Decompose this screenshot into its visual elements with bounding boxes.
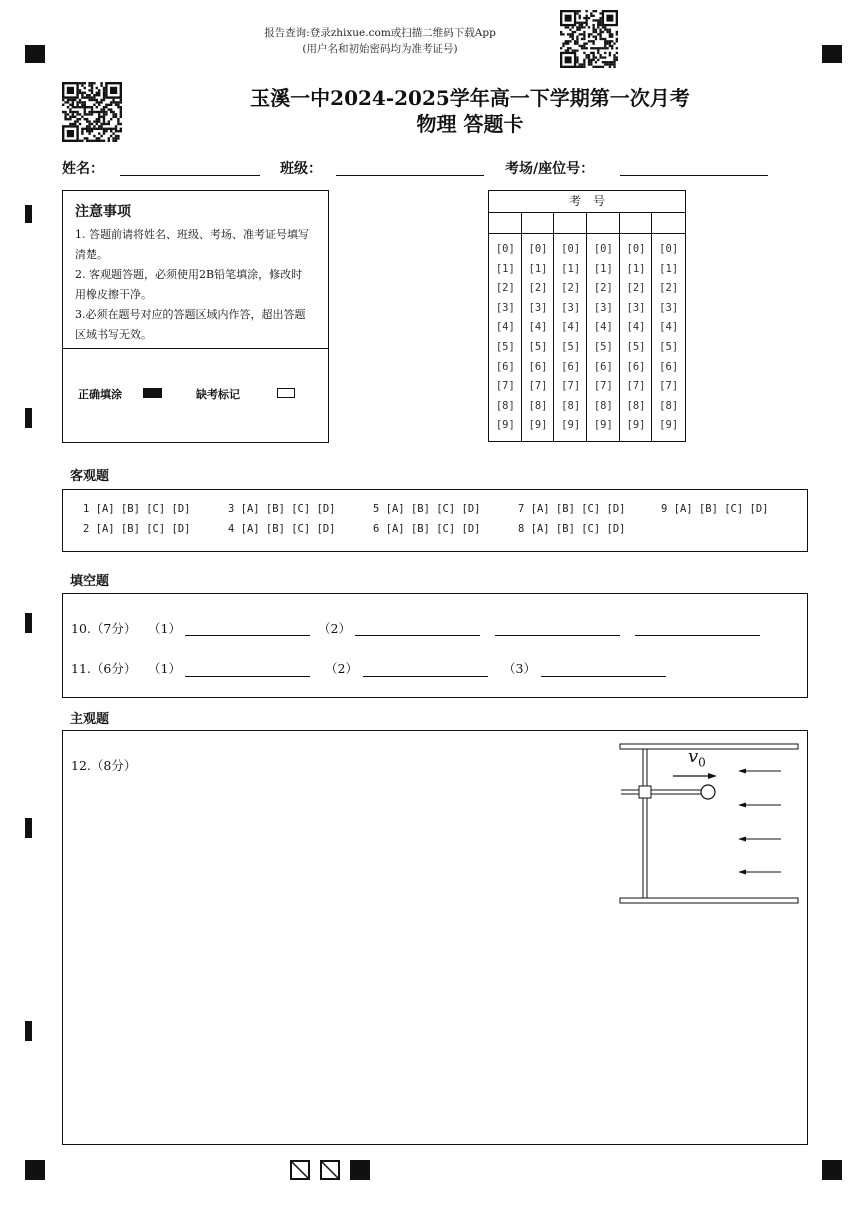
exam-number-bubble[interactable]: [0] xyxy=(495,243,515,255)
q11-part3-answer[interactable] xyxy=(541,676,666,677)
choice-question-1[interactable]: 1 [A] [B] [C] [D] xyxy=(83,503,191,515)
corner-mark-top-left xyxy=(25,45,45,63)
q11-part1-label: （1） xyxy=(148,661,181,676)
absent-checkbox[interactable] xyxy=(277,388,295,398)
exam-number-write-cell[interactable] xyxy=(652,212,685,234)
exam-number-bubble[interactable]: [4] xyxy=(495,321,515,334)
q10-part1-label: （1） xyxy=(148,621,181,636)
choice-question-3[interactable]: 3 [A] [B] [C] [D] xyxy=(228,503,336,515)
exam-number-bubble[interactable]: [0] xyxy=(561,243,581,255)
exam-number-grid xyxy=(488,190,686,442)
exam-number-bubble[interactable]: [1] xyxy=(593,262,613,275)
exam-number-bubble[interactable]: [5] xyxy=(626,341,646,353)
fill-blank-heading: 填空题 xyxy=(70,574,110,589)
exam-number-bubble[interactable]: [2] xyxy=(528,282,548,295)
exam-number-bubble[interactable]: [9] xyxy=(495,419,515,432)
q11-label: 11.（6分） xyxy=(71,661,137,676)
timing-mark xyxy=(25,613,32,633)
exam-number-bubble[interactable]: [6] xyxy=(561,360,581,373)
exam-number-bubble[interactable]: [8] xyxy=(626,399,646,412)
exam-number-bubble[interactable]: [4] xyxy=(626,321,646,334)
exam-number-bubble[interactable]: [7] xyxy=(626,380,646,393)
notice-divider xyxy=(63,348,328,349)
exam-number-bubble[interactable]: [3] xyxy=(593,301,613,314)
exam-number-bubble[interactable]: [8] xyxy=(561,399,581,412)
exam-number-bubble[interactable]: [2] xyxy=(593,282,613,295)
exam-number-bubble[interactable]: [5] xyxy=(528,341,548,353)
choice-question-5[interactable]: 5 [A] [B] [C] [D] xyxy=(373,503,481,515)
notice-item: 1. 答题前请将姓名、班级、考场、准考证号填写清楚。 xyxy=(75,228,309,261)
exam-number-column xyxy=(554,212,587,441)
correct-fill-label: 正确填涂 xyxy=(78,388,122,401)
bottom-mark-crossed-1 xyxy=(290,1160,310,1180)
exam-number-bubble[interactable]: [6] xyxy=(626,360,646,373)
name-field[interactable] xyxy=(120,175,260,176)
exam-number-bubble[interactable]: [4] xyxy=(528,321,548,334)
exam-number-bubble[interactable]: [7] xyxy=(561,380,581,393)
q12-figure xyxy=(618,741,803,909)
seat-label: 考场/座位号： xyxy=(505,161,595,177)
report-query-note xyxy=(200,25,560,57)
exam-number-bubble[interactable]: [6] xyxy=(659,360,679,373)
exam-number-column xyxy=(522,212,555,441)
class-field[interactable] xyxy=(336,175,484,176)
exam-number-bubble[interactable]: [0] xyxy=(528,243,548,255)
choice-question-9[interactable]: 9 [A] [B] [C] [D] xyxy=(661,503,769,515)
page-title: 玉溪一中2024-2025学年高一下学期第一次月考 xyxy=(250,86,690,110)
q10-part2-answer-c[interactable] xyxy=(635,635,760,636)
exam-number-write-cell[interactable] xyxy=(522,212,554,234)
exam-number-column xyxy=(652,212,685,441)
exam-number-column xyxy=(489,212,522,441)
exam-number-write-cell[interactable] xyxy=(620,212,652,234)
exam-number-bubble[interactable]: [2] xyxy=(626,282,646,295)
exam-number-bubble[interactable]: [0] xyxy=(593,243,613,255)
exam-number-write-cell[interactable] xyxy=(489,212,521,234)
exam-number-bubble[interactable]: [9] xyxy=(528,419,548,432)
qr-code-top[interactable] xyxy=(560,10,618,68)
q10-part1-answer[interactable] xyxy=(185,635,310,636)
objective-box xyxy=(62,489,808,552)
exam-number-bubble[interactable]: [2] xyxy=(659,282,679,295)
seat-field[interactable] xyxy=(620,175,768,176)
exam-number-bubble[interactable]: [5] xyxy=(593,341,613,353)
exam-number-bubble[interactable]: [5] xyxy=(659,341,679,353)
subjective-answer-area[interactable] xyxy=(62,730,808,1145)
q10-label: 10.（7分） xyxy=(71,621,137,636)
exam-number-bubble[interactable]: [6] xyxy=(528,360,548,373)
corner-mark-bottom-right xyxy=(822,1160,842,1180)
exam-number-bubble[interactable]: [9] xyxy=(659,419,679,432)
q10-part2-answer-b[interactable] xyxy=(495,635,620,636)
exam-number-bubble[interactable]: [5] xyxy=(561,341,581,353)
choice-question-7[interactable]: 7 [A] [B] [C] [D] xyxy=(518,503,626,515)
bottom-mark-crossed-2 xyxy=(320,1160,340,1180)
name-label: 姓名： xyxy=(62,161,104,177)
report-query-line2: (用户名和初始密码均为准考证号) xyxy=(302,43,458,55)
exam-number-bubble[interactable]: [3] xyxy=(626,301,646,314)
subjective-heading: 主观题 xyxy=(70,712,110,727)
exam-number-title: 考 号 xyxy=(489,191,685,213)
exam-number-bubble[interactable]: [7] xyxy=(659,380,679,393)
choice-question-8[interactable]: 8 [A] [B] [C] [D] xyxy=(518,523,626,535)
exam-number-bubble[interactable]: [3] xyxy=(659,301,679,314)
q10-part2-answer-a[interactable] xyxy=(355,635,480,636)
velocity-symbol: v xyxy=(688,746,699,767)
q11-part1-answer[interactable] xyxy=(185,676,310,677)
exam-number-bubble[interactable]: [7] xyxy=(528,380,548,393)
q11-part3-label: （3） xyxy=(503,661,536,676)
choice-question-6[interactable]: 6 [A] [B] [C] [D] xyxy=(373,523,481,535)
exam-number-bubble[interactable]: [1] xyxy=(659,262,679,275)
exam-number-bubble[interactable]: [0] xyxy=(626,243,646,255)
exam-number-bubble[interactable]: [5] xyxy=(495,341,515,353)
q11-part2-answer[interactable] xyxy=(363,676,488,677)
exam-number-bubble[interactable]: [2] xyxy=(561,282,581,295)
exam-number-column xyxy=(587,212,620,441)
timing-mark xyxy=(25,1021,32,1041)
exam-number-bubble[interactable]: [8] xyxy=(659,399,679,412)
class-label: 班级： xyxy=(280,161,322,177)
exam-number-bubble[interactable]: [8] xyxy=(528,399,548,412)
report-query-line1: 报告查询:登录zhixue.com或扫描二维码下载App xyxy=(264,27,496,39)
timing-mark xyxy=(25,408,32,428)
timing-mark xyxy=(25,818,32,838)
notice-item: 2. 客观题答题，必须使用2B铅笔填涂，修改时用橡皮擦干净。 xyxy=(75,268,303,301)
exam-number-bubble[interactable]: [3] xyxy=(495,301,515,314)
exam-number-bubble[interactable]: [6] xyxy=(593,360,613,373)
exam-number-bubble[interactable]: [1] xyxy=(528,262,548,275)
qr-code-left[interactable] xyxy=(62,82,122,142)
exam-number-bubble[interactable]: [2] xyxy=(495,282,515,295)
exam-number-bubble[interactable]: [1] xyxy=(495,262,515,275)
timing-mark xyxy=(25,205,32,223)
absent-label: 缺考标记 xyxy=(196,388,240,401)
exam-number-bubble[interactable]: [3] xyxy=(561,301,581,314)
notice-item: 3.必须在题号对应的答题区域内作答，超出答题区域书写无效。 xyxy=(75,308,306,341)
exam-number-write-cell[interactable] xyxy=(554,212,586,234)
choice-question-4[interactable]: 4 [A] [B] [C] [D] xyxy=(228,523,336,535)
corner-mark-top-right xyxy=(822,45,842,63)
fill-blank-box xyxy=(62,593,808,698)
velocity-subscript: 0 xyxy=(698,755,706,770)
bottom-mark-solid xyxy=(350,1160,370,1180)
exam-number-bubble[interactable]: [4] xyxy=(659,321,679,334)
exam-number-write-cell[interactable] xyxy=(587,212,619,234)
objective-heading: 客观题 xyxy=(70,469,110,484)
q10-part2-label: （2） xyxy=(318,621,351,636)
exam-number-bubble[interactable]: [4] xyxy=(593,321,613,334)
notice-box xyxy=(62,190,329,443)
exam-number-bubble[interactable]: [9] xyxy=(593,419,613,432)
exam-number-bubble[interactable]: [6] xyxy=(495,360,515,373)
page-subtitle: 物理 答题卡 xyxy=(416,112,524,136)
exam-number-column xyxy=(620,212,653,441)
choice-question-2[interactable]: 2 [A] [B] [C] [D] xyxy=(83,523,191,535)
exam-number-bubble[interactable]: [4] xyxy=(561,321,581,334)
velocity-label xyxy=(688,747,706,773)
exam-number-bubble[interactable]: [8] xyxy=(495,399,515,412)
notice-title: 注意事项 xyxy=(75,204,131,220)
exam-number-bubble[interactable]: [9] xyxy=(561,419,581,432)
exam-number-bubble[interactable]: [7] xyxy=(593,380,613,393)
exam-number-bubble[interactable]: [1] xyxy=(626,262,646,275)
exam-number-bubble[interactable]: [0] xyxy=(659,243,679,255)
exam-number-bubble[interactable]: [3] xyxy=(528,301,548,314)
corner-mark-bottom-left xyxy=(25,1160,45,1180)
exam-number-bubble[interactable]: [9] xyxy=(626,419,646,432)
exam-number-bubble[interactable]: [1] xyxy=(561,262,581,275)
q12-label: 12.（8分） xyxy=(71,758,137,773)
exam-number-bubble[interactable]: [8] xyxy=(593,399,613,412)
q11-part2-label: （2） xyxy=(325,661,358,676)
exam-number-bubble[interactable]: [7] xyxy=(495,380,515,393)
correct-fill-sample xyxy=(143,388,162,398)
